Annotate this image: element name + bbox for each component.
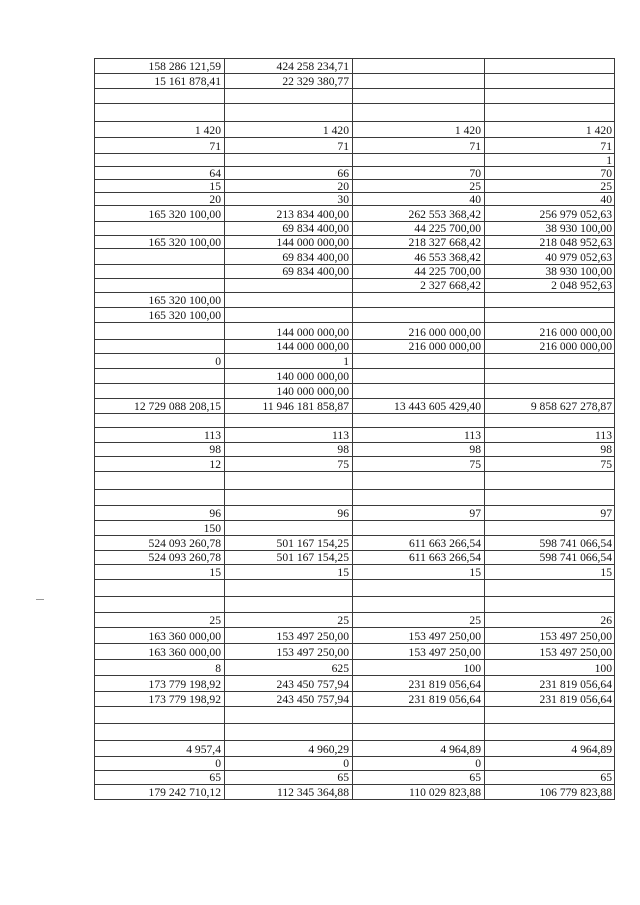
- table-cell: [224, 580, 352, 597]
- table-cell: [94, 472, 224, 490]
- table-cell: 1: [343, 355, 349, 368]
- table-cell: 153 497 250,00: [408, 630, 481, 643]
- table-cell: 15: [469, 566, 481, 579]
- table-row: [94, 535, 615, 551]
- table-cell: 98: [600, 443, 612, 456]
- table-cell: 153 497 250,00: [276, 646, 349, 659]
- table-row: [94, 205, 615, 222]
- table-cell: [484, 597, 615, 613]
- table-cell: [484, 293, 615, 308]
- table-cell: 70: [600, 167, 612, 180]
- table-cell: [352, 354, 484, 369]
- table-cell: [352, 597, 484, 613]
- table-cell: 2 327 668,42: [420, 279, 481, 292]
- table-cell: 0: [215, 757, 221, 770]
- table-row: [94, 58, 615, 74]
- table-cell: 153 497 250,00: [276, 630, 349, 643]
- table-cell: 46 553 368,42: [414, 251, 481, 264]
- table-row: [94, 88, 615, 104]
- table-cell: 1 420: [322, 124, 349, 137]
- table-cell: 0: [343, 757, 349, 770]
- table-row: [94, 550, 615, 565]
- table-cell: 40 979 052,63: [545, 251, 612, 264]
- table-cell: [484, 369, 615, 384]
- table-cell: 100: [463, 662, 481, 675]
- table-cell: [484, 707, 615, 724]
- table-row: [94, 612, 615, 628]
- table-cell: [224, 490, 352, 506]
- table-cell: 15: [209, 566, 221, 579]
- table-cell: 216 000 000,00: [539, 340, 612, 353]
- table-cell: 71: [600, 140, 612, 153]
- table-cell: 11 946 181 858,87: [262, 400, 349, 413]
- table-row: [94, 322, 615, 340]
- table-cell: [94, 369, 224, 384]
- table-cell: 524 093 260,78: [148, 551, 221, 564]
- table-row: [94, 706, 615, 724]
- table-cell: 71: [337, 140, 349, 153]
- table-cell: 69 834 400,00: [282, 251, 349, 264]
- table-cell: 113: [332, 429, 349, 442]
- table-row: [94, 166, 615, 180]
- table-cell: 69 834 400,00: [282, 265, 349, 278]
- table-row: [94, 456, 615, 472]
- table-cell: 44 225 700,00: [414, 265, 481, 278]
- table-cell: [352, 74, 484, 89]
- table-cell: 112 345 364,88: [276, 786, 349, 799]
- table-cell: [224, 89, 352, 104]
- table-cell: 75: [600, 458, 612, 471]
- table-cell: 153 497 250,00: [408, 646, 481, 659]
- table-cell: 65: [469, 771, 481, 784]
- table-cell: 216 000 000,00: [539, 326, 612, 339]
- table-cell: 40: [600, 193, 612, 206]
- table-cell: [484, 384, 615, 399]
- table-cell: 213 834 400,00: [276, 208, 349, 221]
- table-cell: 20: [209, 193, 221, 206]
- table-row: [94, 383, 615, 399]
- table-cell: [484, 414, 615, 428]
- table-cell: 110 029 823,88: [408, 786, 481, 799]
- table-cell: 65: [337, 771, 349, 784]
- table-row: [94, 307, 615, 323]
- table-cell: 75: [469, 458, 481, 471]
- table-row: [94, 398, 615, 414]
- table-cell: 44 225 700,00: [414, 222, 481, 235]
- table-cell: 1: [606, 154, 612, 167]
- table-row: [94, 442, 615, 457]
- table-cell: 150: [203, 522, 221, 535]
- table-cell: 262 553 368,42: [408, 208, 481, 221]
- table-cell: 153 497 250,00: [539, 630, 612, 643]
- table-cell: [484, 580, 615, 597]
- table-cell: 15 161 878,41: [154, 75, 221, 88]
- table-cell: 0: [215, 355, 221, 368]
- table-cell: 256 979 052,63: [539, 208, 612, 221]
- table-cell: [94, 340, 224, 354]
- table-cell: 71: [469, 140, 481, 153]
- table-cell: [484, 724, 615, 741]
- table-cell: [94, 249, 224, 265]
- table-cell: 75: [337, 458, 349, 471]
- table-column-divider: [352, 58, 353, 800]
- table-cell: [352, 707, 484, 724]
- table-cell: 38 930 100,00: [545, 265, 612, 278]
- table-cell: [94, 265, 224, 279]
- table-cell: 158 286 121,59: [148, 60, 221, 73]
- table-cell: [224, 597, 352, 613]
- table-cell: 424 258 234,71: [276, 60, 349, 73]
- table-cell: [94, 384, 224, 399]
- table-cell: [94, 707, 224, 724]
- table-cell: 598 741 066,54: [539, 537, 612, 550]
- table-cell: 97: [469, 507, 481, 520]
- table-row: [94, 179, 615, 193]
- table-cell: [352, 414, 484, 428]
- table-cell: 173 779 198,92: [148, 693, 221, 706]
- table-cell: [352, 724, 484, 741]
- table-row: [94, 339, 615, 354]
- table-cell: 218 327 668,42: [408, 236, 481, 249]
- table-cell: 15: [209, 180, 221, 193]
- table-row: [94, 627, 615, 644]
- table-cell: 13 443 605 429,40: [394, 400, 481, 413]
- table-row: [94, 756, 615, 771]
- table-cell: [484, 354, 615, 369]
- table-cell: 173 779 198,92: [148, 678, 221, 691]
- table-cell: 66: [337, 167, 349, 180]
- table-cell: 501 167 154,25: [276, 537, 349, 550]
- table-cell: [484, 521, 615, 536]
- table-cell: [94, 89, 224, 104]
- table-cell: 25: [469, 614, 481, 627]
- margin-mark: [36, 599, 44, 600]
- table-cell: [352, 59, 484, 74]
- table-cell: 22 329 380,77: [282, 75, 349, 88]
- table-column-divider: [224, 58, 225, 800]
- table-cell: 30: [337, 193, 349, 206]
- table-row: [94, 564, 615, 580]
- table-cell: 153 497 250,00: [539, 646, 612, 659]
- table-row: [94, 489, 615, 506]
- table-cell: 65: [600, 771, 612, 784]
- table-cell: 98: [469, 443, 481, 456]
- table-cell: 1 420: [585, 124, 612, 137]
- table-cell: 140 000 000,00: [276, 370, 349, 383]
- table-cell: [94, 323, 224, 340]
- table-row: [94, 221, 615, 236]
- table-cell: 38 930 100,00: [545, 222, 612, 235]
- data-table: [94, 58, 615, 831]
- table-cell: [94, 104, 224, 122]
- table-cell: 65: [209, 771, 221, 784]
- table-row: [94, 264, 615, 279]
- table-cell: [352, 384, 484, 399]
- table-cell: 231 819 056,64: [539, 678, 612, 691]
- table-cell: [352, 293, 484, 308]
- table-cell: 4 957,4: [186, 743, 221, 756]
- table-cell: [352, 89, 484, 104]
- table-column-divider: [614, 58, 615, 800]
- table-cell: 163 360 000,00: [148, 646, 221, 659]
- table-row: [94, 770, 615, 785]
- table-cell: 70: [469, 167, 481, 180]
- table-cell: 243 450 757,94: [276, 693, 349, 706]
- table-row: [94, 137, 615, 154]
- table-cell: [484, 757, 615, 771]
- table-cell: 20: [337, 180, 349, 193]
- table-cell: 100: [594, 662, 612, 675]
- table-cell: 163 360 000,00: [148, 630, 221, 643]
- table-cell: 9 858 627 278,87: [530, 400, 612, 413]
- table-cell: [94, 724, 224, 741]
- table-row: [94, 103, 615, 122]
- table-cell: 40: [469, 193, 481, 206]
- table-cell: [224, 414, 352, 428]
- table-bottom-border: [94, 799, 615, 800]
- table-cell: 216 000 000,00: [408, 326, 481, 339]
- table-cell: [484, 104, 615, 122]
- table-cell: 8: [215, 662, 221, 675]
- table-row: [94, 427, 615, 443]
- table-cell: 96: [337, 507, 349, 520]
- table-cell: [352, 308, 484, 323]
- table-cell: [224, 293, 352, 308]
- table-cell: 4 964,89: [440, 743, 481, 756]
- table-row: [94, 471, 615, 490]
- table-cell: 1 420: [454, 124, 481, 137]
- table-cell: [224, 724, 352, 741]
- table-row: [94, 121, 615, 138]
- table-cell: [484, 308, 615, 323]
- table-cell: [224, 104, 352, 122]
- table-cell: [94, 414, 224, 428]
- table-cell: [484, 74, 615, 89]
- table-row: [94, 659, 615, 676]
- table-cell: 25: [600, 180, 612, 193]
- table-cell: [352, 472, 484, 490]
- table-cell: 12 729 088 208,15: [134, 400, 221, 413]
- table-row: [94, 153, 615, 167]
- table-row: [94, 235, 615, 249]
- table-cell: [484, 472, 615, 490]
- table-cell: 140 000 000,00: [276, 385, 349, 398]
- table-cell: 144 000 000,00: [276, 340, 349, 353]
- table-cell: 611 663 266,54: [408, 537, 481, 550]
- table-cell: 216 000 000,00: [408, 340, 481, 353]
- table-cell: 611 663 266,54: [408, 551, 481, 564]
- table-cell: [352, 521, 484, 536]
- table-row: [94, 723, 615, 741]
- table-cell: [352, 490, 484, 506]
- table-cell: 12: [209, 458, 221, 471]
- table-row: [94, 73, 615, 89]
- table-cell: 165 320 100,00: [148, 236, 221, 249]
- table-row: [94, 353, 615, 369]
- table-cell: 165 320 100,00: [148, 294, 221, 307]
- table-cell: [352, 580, 484, 597]
- table-cell: 1 420: [194, 124, 221, 137]
- table-cell: 96: [209, 507, 221, 520]
- table-row: [94, 505, 615, 521]
- table-cell: [94, 580, 224, 597]
- table-cell: 243 450 757,94: [276, 678, 349, 691]
- table-row: [94, 691, 615, 707]
- table-row: [94, 740, 615, 757]
- table-cell: [94, 490, 224, 506]
- table-cell: 231 819 056,64: [539, 693, 612, 706]
- table-row: [94, 292, 615, 308]
- table-row: [94, 596, 615, 613]
- table-cell: 4 960,29: [308, 743, 349, 756]
- table-column-divider: [94, 58, 95, 800]
- table-cell: 113: [204, 429, 221, 442]
- table-row: [94, 278, 615, 293]
- table-cell: [94, 279, 224, 293]
- table-cell: 144 000 000,00: [276, 236, 349, 249]
- table-row: [94, 413, 615, 428]
- table-cell: 15: [337, 566, 349, 579]
- table-cell: 26: [600, 614, 612, 627]
- table-cell: [352, 369, 484, 384]
- table-cell: 97: [600, 507, 612, 520]
- table-cell: [484, 59, 615, 74]
- table-row: [94, 643, 615, 660]
- table-cell: [224, 472, 352, 490]
- table-cell: 69 834 400,00: [282, 222, 349, 235]
- table-cell: 0: [475, 757, 481, 770]
- table-cell: 106 779 823,88: [539, 786, 612, 799]
- table-cell: [94, 222, 224, 236]
- table-cell: 231 819 056,64: [408, 678, 481, 691]
- table-cell: [224, 707, 352, 724]
- table-cell: 15: [600, 566, 612, 579]
- table-column-divider: [484, 58, 485, 800]
- table-row: [94, 248, 615, 265]
- table-cell: 165 320 100,00: [148, 309, 221, 322]
- table-cell: 501 167 154,25: [276, 551, 349, 564]
- table-cell: 524 093 260,78: [148, 537, 221, 550]
- table-cell: 598 741 066,54: [539, 551, 612, 564]
- table-cell: 113: [595, 429, 612, 442]
- table-row: [94, 368, 615, 384]
- table-row: [94, 784, 615, 800]
- table-cell: 218 048 952,63: [539, 236, 612, 249]
- table-cell: [484, 490, 615, 506]
- table-cell: 25: [469, 180, 481, 193]
- table-cell: 98: [209, 443, 221, 456]
- table-row: [94, 579, 615, 597]
- table-cell: 4 964,89: [571, 743, 612, 756]
- table-cell: 625: [331, 662, 349, 675]
- table-cell: 64: [209, 167, 221, 180]
- table-cell: [352, 104, 484, 122]
- table-cell: [484, 89, 615, 104]
- table-row: [94, 192, 615, 206]
- table-cell: 113: [464, 429, 481, 442]
- table-cell: [224, 279, 352, 293]
- table-cell: 25: [337, 614, 349, 627]
- table-row: [94, 675, 615, 692]
- table-cell: [224, 521, 352, 536]
- table-cell: 71: [209, 140, 221, 153]
- table-cell: [94, 597, 224, 613]
- table-cell: 165 320 100,00: [148, 208, 221, 221]
- table-cell: [224, 308, 352, 323]
- table-cell: 25: [209, 614, 221, 627]
- table-cell: 144 000 000,00: [276, 326, 349, 339]
- table-cell: 98: [337, 443, 349, 456]
- table-cell: 179 242 710,12: [148, 786, 221, 799]
- table-cell: 231 819 056,64: [408, 693, 481, 706]
- table-row: [94, 520, 615, 536]
- table-cell: 2 048 952,63: [551, 279, 612, 292]
